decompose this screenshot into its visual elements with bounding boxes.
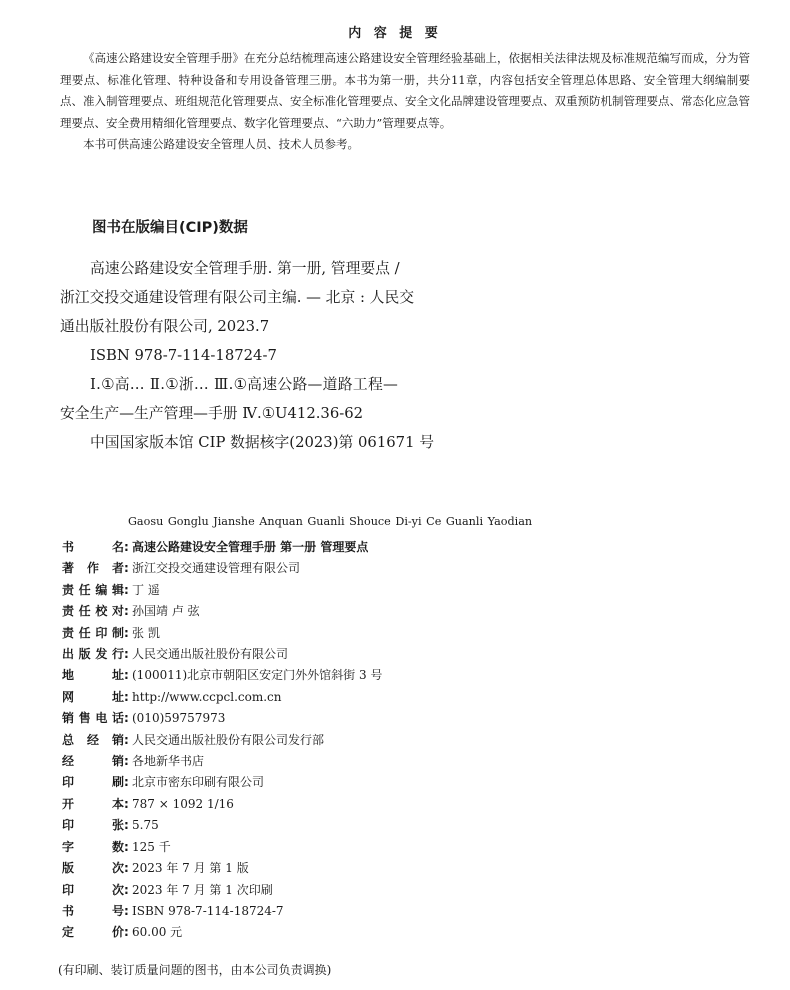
info-colon: : (124, 925, 129, 940)
info-label: 经 销 (62, 754, 124, 769)
quality-note: (有印刷、装订质量问题的图书，由本公司负责调换) (58, 963, 332, 977)
info-row (62, 772, 742, 793)
info-value: 125 千 (132, 839, 171, 854)
info-label: 销售电话 (62, 711, 124, 726)
info-row (62, 815, 742, 836)
info-label: 责任编辑 (62, 582, 124, 597)
info-colon: : (124, 903, 129, 918)
summary-section (60, 48, 750, 156)
info-value: 高速公路建设安全管理手册 第一册 管理要点 (132, 540, 369, 554)
info-row (62, 580, 742, 601)
info-label: 著 作 者 (62, 561, 124, 576)
cip-classification-1: Ⅰ.①高… Ⅱ.①浙… Ⅲ.①高速公路—道路工程— (90, 376, 399, 393)
info-label: 总 经 销 (62, 732, 124, 747)
info-row (62, 730, 742, 751)
cip-title-line-1: 高速公路建设安全管理手册. 第一册, 管理要点 / (90, 260, 400, 277)
publication-info (62, 537, 742, 944)
info-colon: : (124, 540, 129, 554)
info-colon: : (124, 861, 129, 876)
summary-paragraph-1: 《高速公路建设安全管理手册》在充分总结梳理高速公路建设安全管理经验基础上，依据相关法律法规及标准规范编写而成，分为管理要点、标准化管理、特种设备和专用设备管理三册。本书为第一册，共分11章，内容包括安全管理总体思路、安全管理大纲编制要点、准入制管理要点、班组规范化管理要点、安全标准化管理要点、安全文化品牌建设管理要点、双重预防机制管理要点、常态化应急管理要点、安全费用精细化管理要点、数字化管理要点、“六助力”管理要点等。 (60, 51, 750, 130)
info-value: 787 × 1092 1/16 (132, 796, 234, 811)
info-colon: : (124, 796, 129, 811)
info-colon: : (124, 711, 129, 726)
info-colon: : (124, 818, 129, 833)
info-colon: : (124, 625, 129, 640)
info-colon: : (124, 689, 129, 704)
info-colon: : (124, 647, 129, 662)
info-colon: : (124, 668, 129, 683)
info-colon: : (124, 604, 129, 619)
info-colon: : (124, 839, 129, 854)
info-row (62, 858, 742, 879)
info-row (62, 665, 742, 686)
info-value: (010)59757973 (132, 711, 226, 726)
info-row (62, 601, 742, 622)
info-value: 北京市密东印刷有限公司 (132, 775, 265, 790)
info-label: 版 次 (62, 861, 124, 876)
info-value: (100011)北京市朝阳区安定门外外馆斜街 3 号 (132, 668, 383, 683)
info-row (62, 794, 742, 815)
info-label: 字 数 (62, 839, 124, 854)
info-label: 网 址 (62, 689, 124, 704)
pinyin-title: Gaosu Gonglu Jianshe Anquan Guanli Shouce Di-yi Ce Guanli Yaodian (128, 515, 533, 528)
info-value: 各地新华书店 (132, 754, 205, 769)
info-value: http://www.ccpcl.com.cn (132, 689, 282, 704)
info-colon: : (124, 561, 129, 576)
info-value: 人民交通出版社股份有限公司 (132, 647, 289, 662)
info-row (62, 708, 742, 729)
cip-title-line-2: 浙江交投交通建设管理有限公司主编. — 北京 : 人民交 (60, 289, 415, 306)
info-label: 地 址 (62, 668, 124, 683)
info-value: 张 凯 (132, 625, 160, 640)
info-value: ISBN 978-7-114-18724-7 (132, 903, 284, 918)
info-row (62, 922, 742, 943)
info-value: 孙国靖 卢 弦 (132, 604, 200, 619)
info-row (62, 558, 742, 579)
info-row (62, 901, 742, 922)
info-value: 60.00 元 (132, 925, 183, 940)
info-label: 印 刷 (62, 775, 124, 790)
cip-block (60, 254, 530, 457)
info-row (62, 644, 742, 665)
info-value: 丁 遥 (132, 582, 160, 597)
cip-title-line-3: 通出版社股份有限公司, 2023.7 (60, 318, 270, 335)
info-row (62, 623, 742, 644)
info-label: 印 次 (62, 882, 124, 897)
cip-heading: 图书在版编目(CIP)数据 (92, 220, 248, 236)
info-label: 责任校对 (62, 604, 124, 619)
info-row (62, 837, 742, 858)
info-value: 浙江交投交通建设管理有限公司 (132, 561, 301, 576)
info-colon: : (124, 882, 129, 897)
info-value: 2023 年 7 月 第 1 次印刷 (132, 882, 273, 897)
info-label: 出版发行 (62, 647, 124, 662)
info-label: 书 名 (62, 540, 124, 554)
cip-isbn: ISBN 978-7-114-18724-7 (90, 347, 277, 364)
info-row (62, 687, 742, 708)
info-row (62, 880, 742, 901)
info-value: 2023 年 7 月 第 1 版 (132, 861, 249, 876)
info-label: 开 本 (62, 796, 124, 811)
info-colon: : (124, 754, 129, 769)
info-label: 定 价 (62, 925, 124, 940)
info-colon: : (124, 732, 129, 747)
info-value: 人民交通出版社股份有限公司发行部 (132, 732, 325, 747)
summary-title: 内 容 提 要 (348, 26, 442, 41)
info-row (62, 751, 742, 772)
info-label: 印 张 (62, 818, 124, 833)
info-label: 书 号 (62, 903, 124, 918)
info-row (62, 537, 742, 558)
info-colon: : (124, 775, 129, 790)
cip-record-number: 中国国家版本馆 CIP 数据核字(2023)第 061671 号 (90, 434, 434, 451)
cip-classification-2: 安全生产—生产管理—手册 Ⅳ.①U412.36-62 (60, 405, 364, 422)
summary-paragraph-2: 本书可供高速公路建设安全管理人员、技术人员参考。 (83, 137, 359, 151)
info-colon: : (124, 582, 129, 597)
info-label: 责任印制 (62, 625, 124, 640)
info-value: 5.75 (132, 818, 159, 833)
